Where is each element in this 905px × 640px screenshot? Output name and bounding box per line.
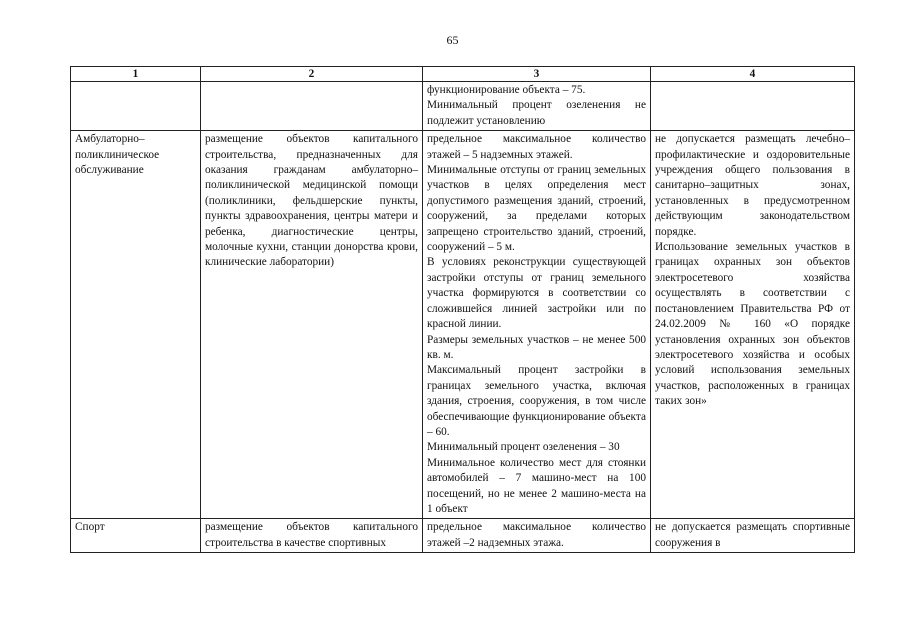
cell-paragraph: Минимальные отступы от границ земельных участков в целях определения мест допустимого размещения зданий, строений, сооружений, за пределами которых запрещено строительство зданий, строений, сооружений – 5 м. — [427, 164, 646, 254]
header-col-3: 3 — [423, 67, 651, 82]
row1-col1 — [71, 82, 201, 131]
regulations-table — [70, 66, 855, 553]
table-row — [71, 131, 855, 519]
page-number: 65 — [446, 33, 459, 47]
table-row — [71, 82, 855, 131]
cell-paragraph: размещение объектов капитального строительства в качестве спортивных — [205, 521, 418, 549]
cell-paragraph: Минимальный процент озеленения – 30 — [427, 441, 620, 454]
table-row — [71, 519, 855, 553]
cell-paragraph: размещение объектов капитального строительства, предназначенных для оказания гражданам амбулаторно–поликлинической медицинской помощи (поликлиники, фельдшерские пункты, пункты здравоохранения, центры матери и ребенка, диагностические центры, молочные кухни, станции донорства крови, клинические лаборатории) — [205, 133, 418, 269]
table-header-row — [71, 67, 855, 82]
header-col-4: 4 — [651, 67, 855, 82]
cell-paragraph: Минимальное количество мест для стоянки автомобилей – 7 машино-мест на 100 посещений, но не менее 2 машино-места на 1 объект — [427, 456, 646, 515]
row2-col4 — [651, 131, 855, 519]
row2-col1 — [71, 131, 201, 519]
row3-col1 — [71, 519, 201, 553]
header-col-1: 1 — [71, 67, 201, 82]
cell-paragraph: Максимальный процент застройки в границах земельного участка, включая здания, строения, сооружения, в том числе обеспечивающие функционирование объекта – 60. — [427, 364, 646, 438]
cell-paragraph: предельное максимальное количество этажей –2 надземных этажа. — [427, 521, 646, 549]
cell-paragraph: Минимальный процент озеленения не подлежит установлению — [427, 99, 646, 127]
row2-col2 — [201, 131, 423, 519]
row3-col3 — [423, 519, 651, 553]
row2-col3 — [423, 131, 651, 519]
activity-name: Спорт — [75, 521, 105, 534]
row3-col2 — [201, 519, 423, 553]
cell-paragraph: Использование земельных участков в границах охранных зон объектов электросетевого хозяйства осуществлять в соответствии с постановлением Правительства РФ от 24.02.2009 № 160 «О порядке установления охранных зон объектов электросетевого хозяйства и особых условий использования земельных участков, расположенных в границах таких зон» — [655, 241, 850, 408]
row1-col4 — [651, 82, 855, 131]
cell-paragraph: предельное максимальное количество этажей – 5 надземных этажей. — [427, 133, 646, 161]
activity-name: Амбулаторно–поликлиническое обслуживание — [75, 133, 160, 177]
row1-col3 — [423, 82, 651, 131]
cell-paragraph: не допускается размещать лечебно–профилактические и оздоровительные учреждения общего пользования в санитарно–защитных зонах, установленных в предусмотренном действующим законодательством порядке. — [655, 133, 850, 238]
row3-col4 — [651, 519, 855, 553]
cell-paragraph: В условиях реконструкции существующей застройки отступы от границ земельного участка формируются в соответствии со сложившейся линией застройки или по красной линии. — [427, 256, 646, 331]
cell-paragraph: не допускается размещать спортивные сооружения в — [655, 521, 850, 549]
cell-paragraph: Размеры земельных участков – не менее 500 кв. м. — [427, 333, 646, 361]
header-col-2: 2 — [201, 67, 423, 82]
row1-col2 — [201, 82, 423, 131]
cell-paragraph: функционирование объекта – 75. — [427, 84, 586, 96]
